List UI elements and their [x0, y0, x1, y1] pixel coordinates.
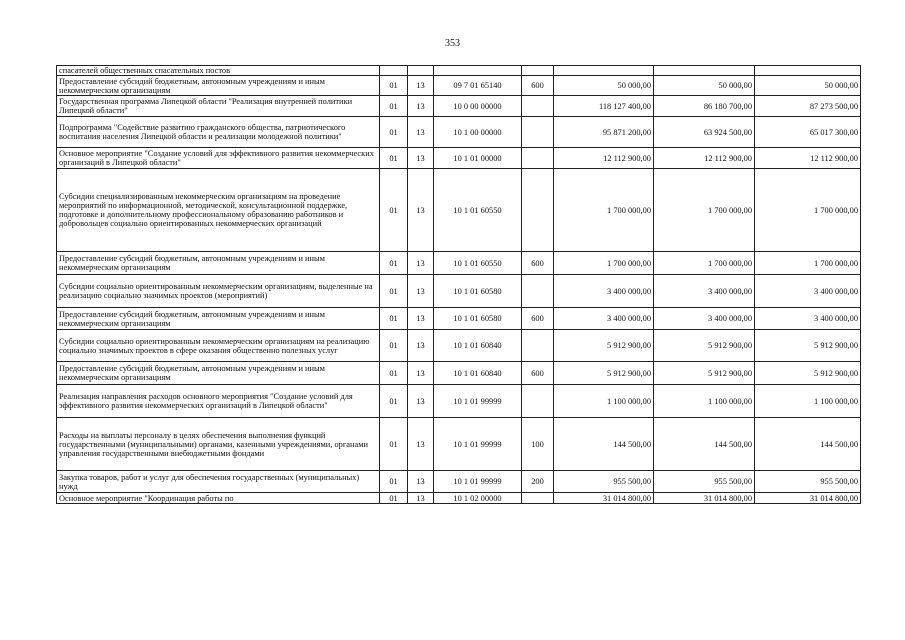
amount-year1-cell: 1 100 000,00	[554, 385, 654, 418]
expense-type-cell	[522, 66, 554, 76]
section-code-cell	[380, 66, 408, 76]
row-name-cell: Расходы на выплаты персоналу в целях обеспечения выполнения функций государственными (муниципальными) органами, казенными учреждениями, органами управления государственными внебюджетными фондами	[57, 418, 380, 471]
amount-year2-cell: 3 400 000,00	[654, 275, 755, 308]
amount-year1-cell: 1 700 000,00	[554, 169, 654, 252]
section-code-cell: 01	[380, 169, 408, 252]
table-row	[57, 117, 861, 148]
expense-type-cell	[522, 169, 554, 252]
table-row	[57, 493, 861, 504]
subsection-code-cell: 13	[408, 96, 434, 117]
table-row	[57, 471, 861, 493]
target-article-cell: 10 1 01 60550	[434, 169, 522, 252]
row-name-cell: Субсидии социально ориентированным некоммерческим организациям на реализацию социально значимых проектов в сфере оказания общественно полезных услуг	[57, 330, 380, 362]
row-name-cell: Субсидии специализированным некоммерческим организациям на проведение мероприятий по информационной, методической, консультационной поддержке, подготовке и дополнительному профессиональному образованию работников и добровольцев социально ориентированных некоммерческих организаций	[57, 169, 380, 252]
amount-year2-cell: 5 912 900,00	[654, 330, 755, 362]
expense-type-cell	[522, 330, 554, 362]
subsection-code-cell: 13	[408, 169, 434, 252]
amount-year1-cell: 3 400 000,00	[554, 308, 654, 330]
amount-year2-cell: 12 112 900,00	[654, 148, 755, 169]
subsection-code-cell: 13	[408, 471, 434, 493]
section-code-cell: 01	[380, 385, 408, 418]
amount-year3-cell	[755, 66, 861, 76]
subsection-code-cell: 13	[408, 76, 434, 96]
subsection-code-cell: 13	[408, 117, 434, 148]
target-article-cell: 10 1 01 00000	[434, 148, 522, 169]
section-code-cell: 01	[380, 493, 408, 504]
amount-year2-cell: 144 500,00	[654, 418, 755, 471]
amount-year1-cell: 118 127 400,00	[554, 96, 654, 117]
subsection-code-cell: 13	[408, 252, 434, 275]
amount-year3-cell: 12 112 900,00	[755, 148, 861, 169]
subsection-code-cell: 13	[408, 330, 434, 362]
amount-year2-cell: 50 000,00	[654, 76, 755, 96]
amount-year1-cell: 1 700 000,00	[554, 252, 654, 275]
table-row	[57, 418, 861, 471]
target-article-cell: 10 0 00 00000	[434, 96, 522, 117]
section-code-cell: 01	[380, 148, 408, 169]
amount-year3-cell: 1 700 000,00	[755, 252, 861, 275]
table-row	[57, 385, 861, 418]
amount-year3-cell: 3 400 000,00	[755, 275, 861, 308]
amount-year2-cell: 1 700 000,00	[654, 252, 755, 275]
amount-year2-cell: 1 700 000,00	[654, 169, 755, 252]
amount-year1-cell: 5 912 900,00	[554, 330, 654, 362]
table-row	[57, 275, 861, 308]
amount-year1-cell: 144 500,00	[554, 418, 654, 471]
amount-year3-cell: 87 273 500,00	[755, 96, 861, 117]
section-code-cell: 01	[380, 471, 408, 493]
amount-year3-cell: 955 500,00	[755, 471, 861, 493]
row-name-cell: Государственная программа Липецкой области "Реализация внутренней политики Липецкой области"	[57, 96, 380, 117]
row-name-cell: Предоставление субсидий бюджетным, автономным учреждениям и иным некоммерческим организациям	[57, 76, 380, 96]
expense-type-cell: 600	[522, 308, 554, 330]
table-row	[57, 66, 861, 76]
row-name-cell: Предоставление субсидий бюджетным, автономным учреждениям и иным некоммерческим организациям	[57, 362, 380, 385]
section-code-cell: 01	[380, 117, 408, 148]
target-article-cell: 10 1 01 99999	[434, 418, 522, 471]
target-article-cell: 10 1 00 00000	[434, 117, 522, 148]
target-article-cell: 09 7 01 65140	[434, 76, 522, 96]
amount-year1-cell: 50 000,00	[554, 76, 654, 96]
amount-year3-cell: 50 000,00	[755, 76, 861, 96]
target-article-cell	[434, 66, 522, 76]
amount-year3-cell: 31 014 800,00	[755, 493, 861, 504]
amount-year2-cell: 31 014 800,00	[654, 493, 755, 504]
expense-type-cell	[522, 385, 554, 418]
table-row	[57, 252, 861, 275]
subsection-code-cell: 13	[408, 362, 434, 385]
amount-year2-cell: 63 924 500,00	[654, 117, 755, 148]
table-row	[57, 362, 861, 385]
subsection-code-cell: 13	[408, 418, 434, 471]
row-name-cell: Реализация направления расходов основного мероприятия "Создание условий для эффективного развития некоммерческих организаций в Липецкой области"	[57, 385, 380, 418]
amount-year1-cell: 31 014 800,00	[554, 493, 654, 504]
table-row	[57, 76, 861, 96]
expense-type-cell: 600	[522, 252, 554, 275]
amount-year2-cell: 1 100 000,00	[654, 385, 755, 418]
expense-type-cell: 600	[522, 76, 554, 96]
target-article-cell: 10 1 01 60840	[434, 330, 522, 362]
target-article-cell: 10 1 01 60580	[434, 275, 522, 308]
section-code-cell: 01	[380, 76, 408, 96]
section-code-cell: 01	[380, 418, 408, 471]
row-name-cell: Предоставление субсидий бюджетным, автономным учреждениям и иным некоммерческим организациям	[57, 252, 380, 275]
amount-year3-cell: 3 400 000,00	[755, 308, 861, 330]
amount-year1-cell	[554, 66, 654, 76]
amount-year2-cell: 3 400 000,00	[654, 308, 755, 330]
row-name-cell: Предоставление субсидий бюджетным, автономным учреждениям и иным некоммерческим организациям	[57, 308, 380, 330]
target-article-cell: 10 1 01 99999	[434, 385, 522, 418]
page-number: 353	[445, 38, 460, 49]
expense-type-cell: 200	[522, 471, 554, 493]
subsection-code-cell: 13	[408, 148, 434, 169]
target-article-cell: 10 1 01 99999	[434, 471, 522, 493]
amount-year3-cell: 5 912 900,00	[755, 330, 861, 362]
section-code-cell: 01	[380, 96, 408, 117]
subsection-code-cell: 13	[408, 275, 434, 308]
amount-year3-cell: 1 700 000,00	[755, 169, 861, 252]
subsection-code-cell	[408, 66, 434, 76]
amount-year3-cell: 1 100 000,00	[755, 385, 861, 418]
budget-table	[56, 65, 861, 504]
amount-year1-cell: 955 500,00	[554, 471, 654, 493]
amount-year2-cell: 5 912 900,00	[654, 362, 755, 385]
target-article-cell: 10 1 01 60580	[434, 308, 522, 330]
row-name-cell: спасателей общественных спасательных постов	[57, 66, 380, 76]
amount-year1-cell: 3 400 000,00	[554, 275, 654, 308]
amount-year2-cell: 86 180 700,00	[654, 96, 755, 117]
table-row	[57, 169, 861, 252]
expense-type-cell	[522, 148, 554, 169]
target-article-cell: 10 1 01 60840	[434, 362, 522, 385]
expense-type-cell	[522, 275, 554, 308]
amount-year3-cell: 65 017 300,00	[755, 117, 861, 148]
row-name-cell: Субсидии социально ориентированным некоммерческим организациям, выделенные на реализацию социально значимых проектов (мероприятий)	[57, 275, 380, 308]
subsection-code-cell: 13	[408, 385, 434, 418]
subsection-code-cell: 13	[408, 493, 434, 504]
table-row	[57, 330, 861, 362]
subsection-code-cell: 13	[408, 308, 434, 330]
table-row	[57, 96, 861, 117]
target-article-cell: 10 1 01 60550	[434, 252, 522, 275]
amount-year2-cell: 955 500,00	[654, 471, 755, 493]
amount-year2-cell	[654, 66, 755, 76]
amount-year1-cell: 5 912 900,00	[554, 362, 654, 385]
expense-type-cell: 100	[522, 418, 554, 471]
section-code-cell: 01	[380, 275, 408, 308]
expense-type-cell	[522, 96, 554, 117]
expense-type-cell	[522, 493, 554, 504]
row-name-cell: Закупка товаров, работ и услуг для обеспечения государственных (муниципальных) нужд	[57, 471, 380, 493]
amount-year3-cell: 144 500,00	[755, 418, 861, 471]
section-code-cell: 01	[380, 330, 408, 362]
target-article-cell: 10 1 02 00000	[434, 493, 522, 504]
section-code-cell: 01	[380, 252, 408, 275]
row-name-cell: Основное мероприятие "Создание условий для эффективного развития некоммерческих организаций в Липецкой области"	[57, 148, 380, 169]
section-code-cell: 01	[380, 362, 408, 385]
section-code-cell: 01	[380, 308, 408, 330]
row-name-cell: Основное мероприятие "Координация работы по	[57, 493, 380, 504]
table-row	[57, 148, 861, 169]
amount-year3-cell: 5 912 900,00	[755, 362, 861, 385]
amount-year1-cell: 12 112 900,00	[554, 148, 654, 169]
expense-type-cell: 600	[522, 362, 554, 385]
row-name-cell: Подпрограмма "Содействие развитию гражданского общества, патриотического воспитания населения Липецкой области и реализации молодежной политики"	[57, 117, 380, 148]
expense-type-cell	[522, 117, 554, 148]
table-row	[57, 308, 861, 330]
amount-year1-cell: 95 871 200,00	[554, 117, 654, 148]
